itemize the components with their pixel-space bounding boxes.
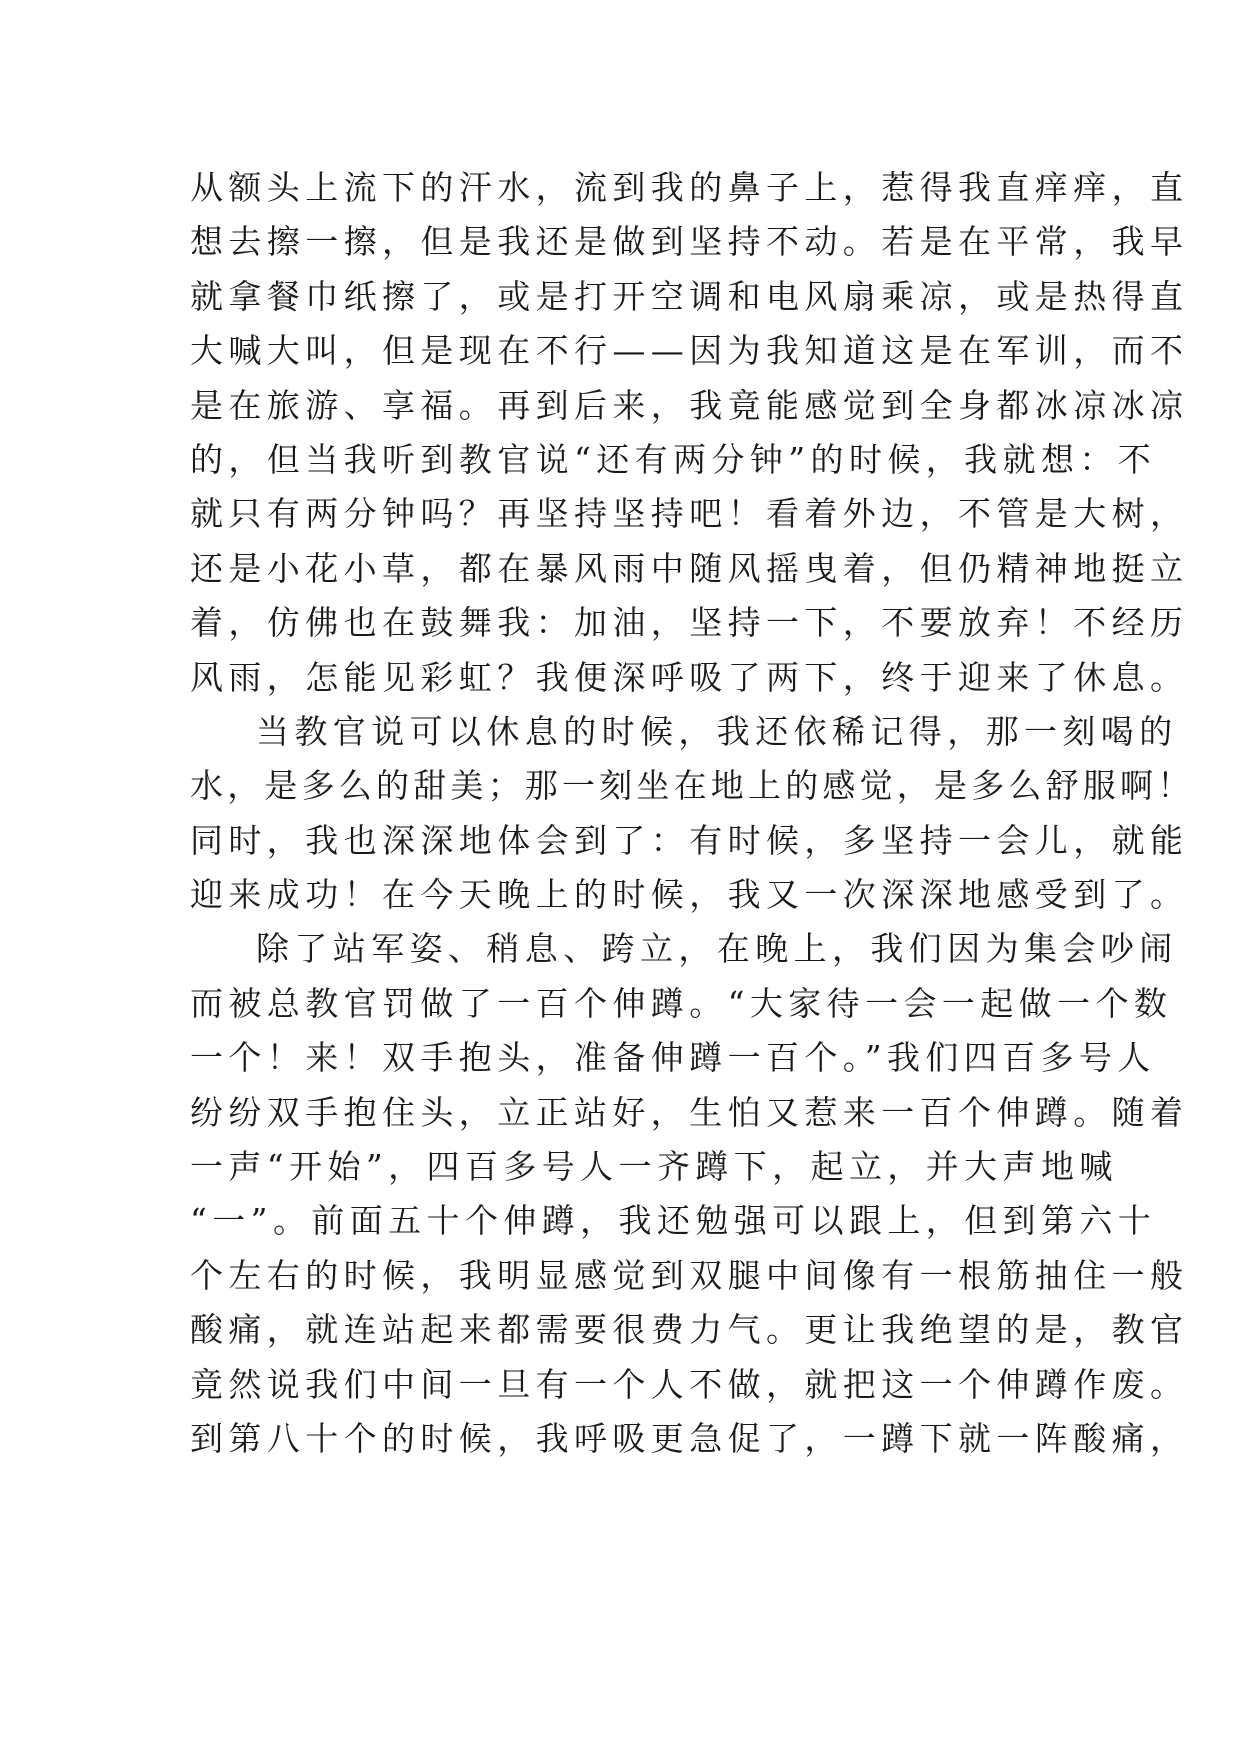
text-line: 一声“开始”，四百多号人一齐蹲下，起立，并大声地喊 [190, 1147, 1118, 1187]
text-line: 到第八十个的时候，我呼吸更急促了，一蹲下就一阵酸痛， [190, 1418, 1189, 1458]
text-line: 纷纷双手抱住头，立正站好，生怕又惹来一百个伸蹲。随着 [190, 1092, 1189, 1132]
text-line: 还是小花小草，都在暴风雨中随风摇曳着，但仍精神地挺立 [190, 548, 1189, 588]
text-line: 而被总教官罚做了一百个伸蹲。“大家待一会一起做一个数 [190, 983, 1173, 1023]
text-line: 个左右的时候，我明显感觉到双腿中间像有一根筋抽住一般 [190, 1255, 1189, 1295]
text-line: 竟然说我们中间一旦有一个人不做，就把这一个伸蹲作废。 [190, 1364, 1189, 1404]
text-line: 风雨，怎能见彩虹？我便深呼吸了两下，终于迎来了休息。 [190, 657, 1189, 697]
text-line: 水，是多么的甜美；那一刻坐在地上的感觉，是多么舒服啊！ [190, 766, 1195, 806]
text-line: 的，但当我听到教官说“还有两分钟”的时候，我就想：不 [190, 439, 1157, 479]
text-line: 酸痛，就连站起来都需要很费力气。更让我绝望的是，教官 [190, 1310, 1189, 1350]
paragraph-first-line: 除了站军姿、稍息、跨立，在晚上，我们因为集会吵闹 [256, 929, 1178, 969]
text-line: “一”。前面五十个伸蹲，我还勉强可以跟上，但到第六十 [190, 1201, 1157, 1241]
text-line: 从额头上流下的汗水，流到我的鼻子上，惹得我直痒痒，直 [190, 168, 1189, 207]
text-line: 就拿餐巾纸擦了，或是打开空调和电风扇乘凉，或是热得直 [190, 276, 1189, 316]
text-line: 着，仿佛也在鼓舞我：加油，坚持一下，不要放弃！不经历 [190, 603, 1189, 643]
paragraph-first-line: 当教官说可以休息的时候，我还依稀记得，那一刻喝的 [256, 711, 1178, 751]
text-line: 同时，我也深深地体会到了：有时候，多坚持一会儿，就能 [190, 820, 1189, 860]
text-line: 迎来成功！在今天晚上的时候，我又一次深深地感受到了。 [190, 875, 1189, 915]
text-line: 一个！来！双手抱头，准备伸蹲一百个。”我们四百多号人 [190, 1038, 1156, 1078]
text-line: 是在旅游、享福。再到后来，我竟能感觉到全身都冰凉冰凉 [190, 385, 1189, 425]
text-line: 大喊大叫，但是现在不行——因为我知道这是在军训，而不 [190, 331, 1189, 371]
body-text [190, 161, 1195, 1466]
text-line: 想去擦一擦，但是我还是做到坚持不动。若是在平常，我早 [190, 222, 1189, 262]
text-line: 就只有两分钟吗？再坚持坚持吧！看着外边，不管是大树， [190, 494, 1189, 534]
